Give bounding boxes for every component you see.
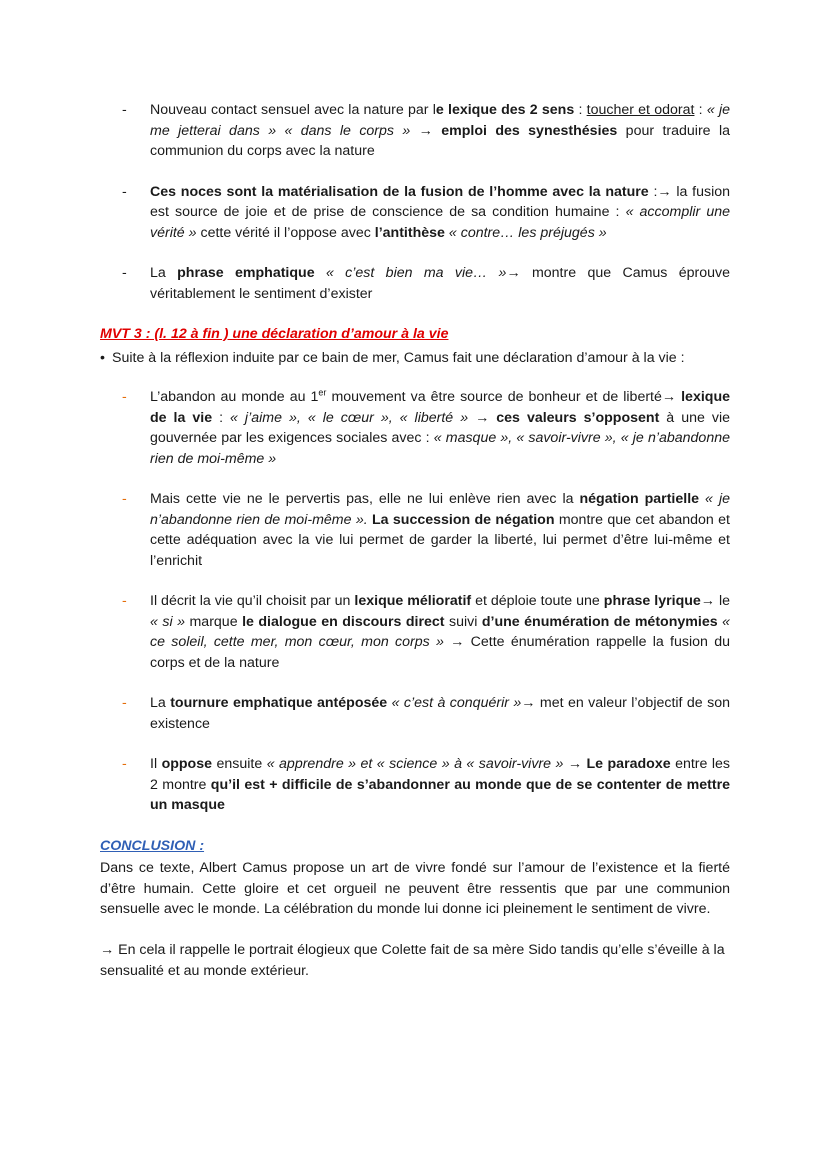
text-run: ensuite	[212, 756, 267, 772]
text-run: → Cette énumération rappelle la fusion du corps et de la nature	[150, 634, 730, 671]
text-run: « je n’abandonne rien de moi-même ».	[150, 491, 730, 528]
text-run: d’une énumération de métonymies	[481, 613, 718, 630]
text-run: La	[150, 695, 171, 711]
text-run	[315, 265, 326, 281]
text-run: Mais cette vie ne le pervertis pas, elle ne lui enlève rien avec la	[150, 491, 580, 507]
text-run: « si »	[150, 613, 185, 630]
dash-bullet-icon: -	[122, 491, 127, 507]
text-run: → met en valeur l’objectif de son existence	[150, 695, 730, 732]
list-item	[122, 591, 730, 673]
text-run: tournure emphatique antéposée	[170, 695, 388, 711]
list-item	[122, 387, 730, 469]
text-run: l’antithèse	[374, 224, 445, 241]
text-run: oppose	[161, 756, 213, 772]
text-run: et déploie toute une	[471, 593, 604, 609]
dash-bullet-icon: -	[122, 593, 127, 609]
section-title-mvt3: MVT 3 : (l. 12 à fin ) une déclaration d’amour à la vie	[100, 326, 449, 342]
text-run: :	[694, 102, 707, 118]
text-run: emploi des synesthésies	[441, 122, 618, 139]
list-item	[122, 182, 730, 244]
text-run: « je me jetterai dans » « dans le corps »	[150, 102, 730, 139]
text-run: marque	[185, 613, 243, 630]
conclusion-paragraph: Dans ce texte, Albert Camus propose un art de vivre fondé sur l’amour de l’existence et la fierté d’être humain. Cette gloire et cet orgueil ne peuvent être ressentis que par une communion sensuelle avec le monde. La célébration du monde lui donne ici pleinement le sentiment de vivre.	[100, 860, 730, 917]
text-run: phrase lyrique	[603, 593, 701, 609]
text-run: :	[212, 409, 231, 426]
dash-bullet-icon: -	[122, 102, 127, 118]
list-item	[122, 263, 730, 304]
text-run: qu’il est + difficile de s’abandonner au monde que de se contenter de mettre un masque	[150, 776, 730, 813]
text-run: Il	[150, 756, 162, 772]
mvt3-intro-text: Suite à la réflexion induite par ce bain de mer, Camus fait une déclaration d’amour à la vie :	[112, 350, 685, 366]
text-run: lexique mélioratif	[354, 593, 472, 609]
section-title-conclusion: CONCLUSION :	[100, 838, 205, 854]
bullet-icon: •	[100, 350, 105, 366]
text-run: « apprendre » et « science » à « savoir-vivre »	[266, 756, 564, 772]
text-run: →	[468, 409, 497, 426]
text-run: e lexique des 2 sens	[435, 102, 575, 118]
text-run: à une vie gouvernée par les exigences sociales avec :	[150, 409, 730, 446]
text-run: négation partielle	[579, 491, 700, 507]
text-run: :→ la fusion est source de joie et de prise de conscience de sa condition humaine :	[150, 183, 731, 220]
dash-bullet-icon: -	[122, 389, 127, 405]
list-item	[122, 100, 730, 162]
dash-bullet-icon: -	[122, 265, 127, 281]
text-run: → montre que Camus éprouve véritablement le sentiment d’exister	[150, 265, 730, 302]
text-run: « j’aime », « le cœur », « liberté »	[230, 409, 469, 426]
text-run: « masque », « savoir-vivre », « je n’abandonne rien de moi-même »	[150, 430, 730, 467]
list-item	[122, 754, 730, 816]
dash-bullet-icon: -	[122, 183, 127, 200]
text-run: montre que cet abandon et cette adéquation avec la vie lui permet de garder la liberté, lui permet d’être lui-même et l’enrichit	[150, 511, 730, 569]
text-run: ces valeurs s’opposent	[496, 409, 660, 426]
text-run: lexique de la vie	[150, 389, 730, 426]
text-run: La succession de négation	[372, 511, 555, 528]
text-run: « c’est bien ma vie… »	[325, 265, 507, 281]
text-run: « accomplir une vérité »	[150, 204, 730, 241]
mvt3-intro	[100, 348, 740, 369]
text-run: toucher et odorat	[586, 102, 695, 118]
text-run: « contre… les préjugés »	[448, 224, 607, 241]
text-run: → le	[700, 593, 730, 609]
text-run: « c’est à conquérir »	[391, 695, 522, 711]
text-run: →	[563, 756, 587, 772]
text-run: cette vérité il l’oppose avec	[196, 224, 375, 241]
text-run: Ces noces sont la matérialisation de la fusion de l’homme avec la nature	[150, 183, 649, 200]
text-run: :	[574, 102, 587, 118]
text-run: Le paradoxe	[586, 756, 671, 772]
text-run: →	[410, 122, 442, 139]
text-run: le dialogue en discours direct	[242, 613, 445, 630]
text-run: phrase emphatique	[177, 265, 315, 281]
text-run: Il décrit la vie qu’il choisit par un	[150, 593, 355, 609]
text-run: suivi	[444, 613, 482, 630]
text-run: La	[150, 265, 178, 281]
analysis-list-mvt2	[122, 100, 730, 304]
dash-bullet-icon: -	[122, 695, 127, 711]
list-item	[122, 489, 730, 571]
text-run: Nouveau contact sensuel avec la nature par l	[150, 102, 436, 118]
dash-bullet-icon: -	[122, 756, 127, 772]
text-run: « ce soleil, cette mer, mon cœur, mon corps »	[150, 613, 730, 650]
conclusion-arrow-line: → En cela il rappelle le portrait élogieux que Colette fait de sa mère Sido tandis qu’elle s’éveille à la sensualité et au monde extérieur.	[100, 942, 725, 979]
list-item	[122, 693, 730, 734]
text-run: mouvement va être source de bonheur et de liberté→	[326, 389, 682, 405]
analysis-list-mvt3	[122, 387, 730, 816]
text-run: L’abandon au monde au 1	[150, 389, 319, 405]
text-run: er	[318, 387, 327, 398]
text-run: entre les 2 montre	[150, 756, 730, 793]
text-run: pour traduire la communion du corps avec la nature	[150, 122, 730, 159]
